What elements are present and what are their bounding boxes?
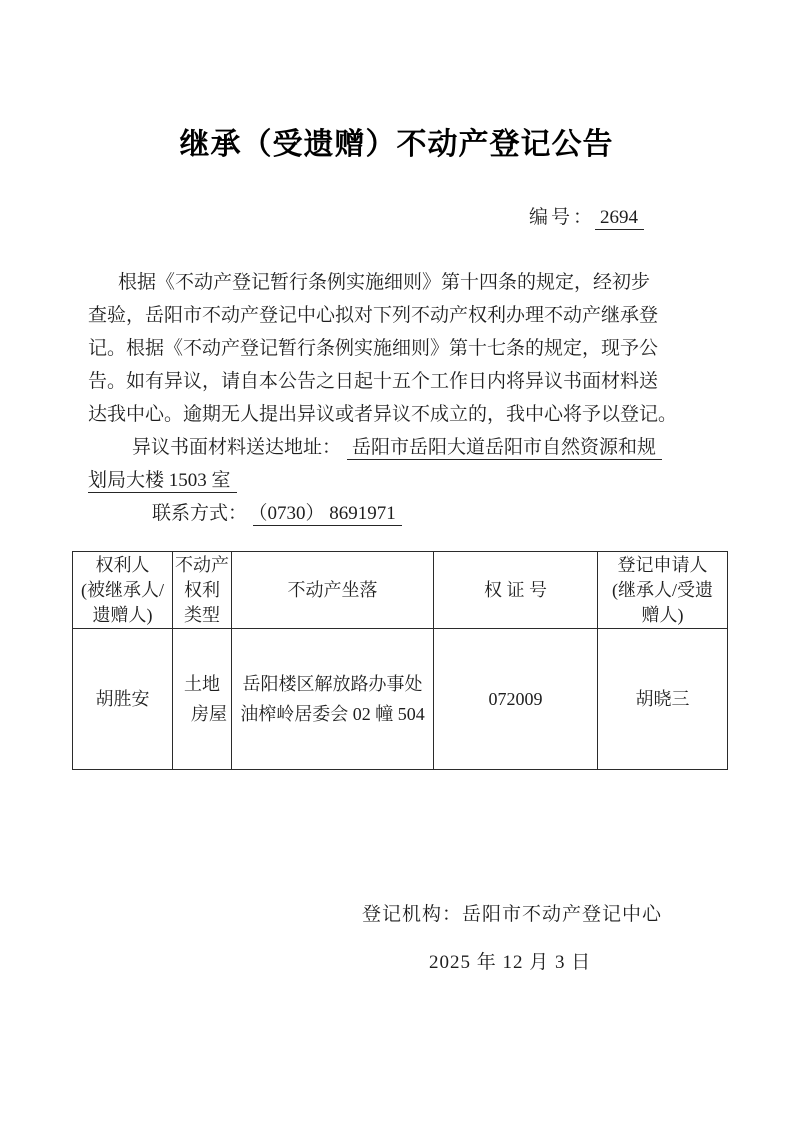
location-line2: 油榨岭居委会 02 幢 504	[240, 704, 425, 724]
cell-certificate-no	[434, 629, 598, 770]
registration-table	[72, 551, 728, 770]
contact-line	[88, 497, 728, 530]
address-value-line1: 岳阳市岳阳大道岳阳市自然资源和规	[347, 437, 662, 460]
address-label: 异议书面材料送达地址：	[132, 437, 342, 458]
address-value-line2: 划局大楼 1503 室	[88, 470, 237, 493]
header-location-line1: 不动产坐落	[287, 579, 378, 600]
paragraph-line-5: 达我中心。逾期无人提出异议或者异议不成立的，我中心将予以登记。	[88, 404, 678, 425]
header-rightholder-line1: 权利人	[95, 554, 150, 575]
header-location	[232, 552, 434, 629]
address-line	[88, 431, 728, 464]
cell-right-type	[173, 629, 232, 770]
registration-authority-line: 登记机构：岳阳市不动产登记中心	[362, 904, 663, 925]
table-header-row	[73, 552, 728, 629]
serial-number-label: 编号：	[529, 207, 596, 228]
header-applicant-line3: 赠人)	[641, 604, 684, 625]
paragraph-line-3: 记。根据《不动产登记暂行条例实施细则》第十七条的规定，现予公	[88, 338, 659, 359]
header-applicant	[598, 552, 728, 629]
header-certificate-no	[434, 552, 598, 629]
paragraph-line-1: 根据《不动产登记暂行条例实施细则》第十四条的规定，经初步	[118, 272, 651, 293]
cell-location	[232, 629, 434, 770]
rightholder-name: 胡胜安	[95, 689, 150, 709]
paragraph-line-2: 查验，岳阳市不动产登记中心拟对下列不动产权利办理不动产继承登	[88, 305, 659, 326]
header-right-type	[173, 552, 232, 629]
header-right-type-line1: 不动产	[175, 554, 229, 575]
right-type-line2: 房屋	[191, 704, 227, 724]
serial-number-value: 2694	[595, 207, 644, 230]
header-rightholder-line2: (被继承人/	[81, 579, 164, 600]
right-type-line1: 土地	[184, 674, 220, 694]
header-applicant-line2: (继承人/受遗	[612, 579, 713, 600]
body-text	[88, 266, 728, 530]
applicant-name: 胡晓三	[635, 689, 690, 709]
contact-label: 联系方式：	[152, 503, 248, 524]
header-right-type-line2: 权利	[184, 579, 220, 600]
header-rightholder	[73, 552, 173, 629]
contact-value: （0730） 8691971	[253, 503, 402, 526]
header-rightholder-line3: 遗赠人)	[92, 604, 153, 625]
location-line1: 岳阳楼区解放路办事处	[242, 674, 423, 694]
notice-date: 2025 年 12 月 3 日	[429, 952, 592, 973]
header-right-type-line3: 类型	[184, 604, 220, 625]
serial-number-line	[529, 202, 644, 229]
page-title: 继承（受遗赠）不动产登记公告	[179, 128, 614, 161]
table-row	[73, 629, 728, 770]
header-certificate-no-line1: 权 证 号	[484, 579, 547, 600]
address-line-2	[88, 464, 728, 497]
header-applicant-line1: 登记申请人	[617, 554, 708, 575]
certificate-no-value: 072009	[488, 689, 543, 709]
cell-rightholder	[73, 629, 173, 770]
cell-applicant	[598, 629, 728, 770]
paragraph-line-4: 告。如有异议，请自本公告之日起十五个工作日内将异议书面材料送	[88, 371, 659, 392]
